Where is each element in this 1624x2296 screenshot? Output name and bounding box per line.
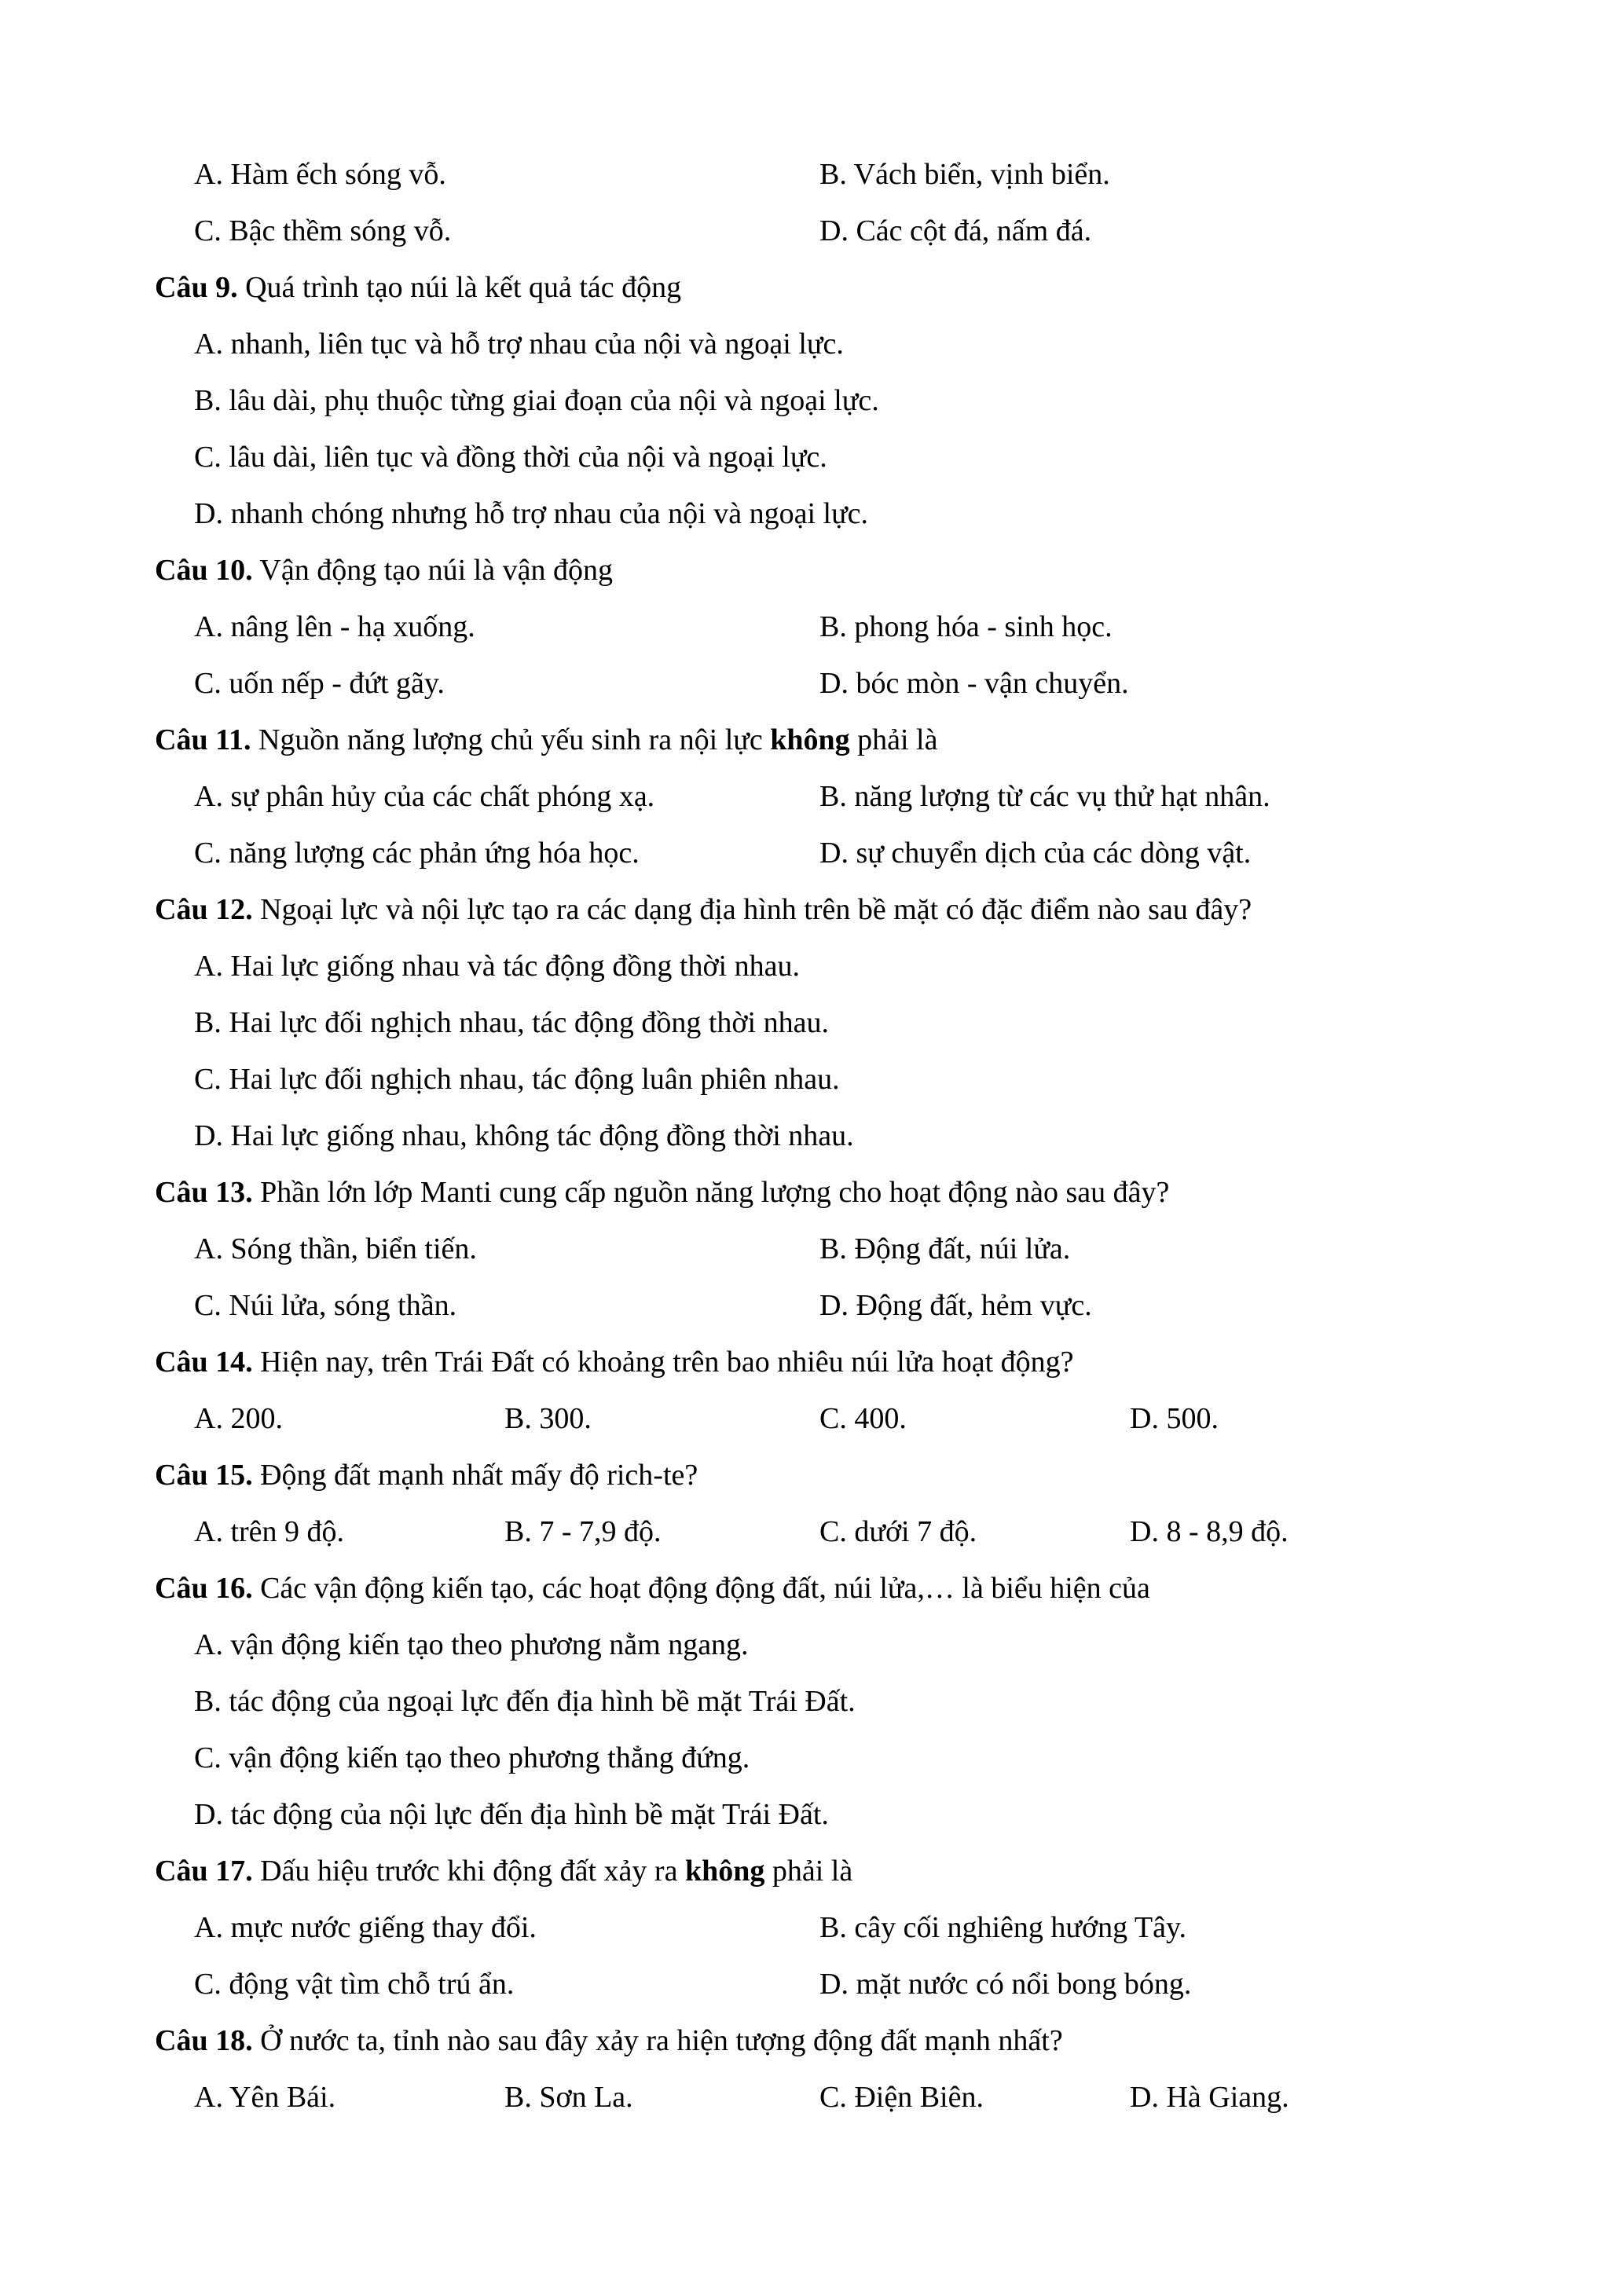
q16-option-c: C. vận động kiến tạo theo phương thẳng đứng. <box>194 1741 750 1774</box>
q13-option-a: A. Sóng thần, biển tiến. <box>194 1232 477 1265</box>
question-13-number: Câu 13. <box>155 1176 253 1209</box>
q10-option-b: B. phong hóa - sinh học. <box>819 610 1113 643</box>
q14-option-b: B. 300. <box>504 1402 592 1435</box>
question-11-text-post: phải là <box>849 723 938 756</box>
question-18 <box>155 2022 1063 2060</box>
q17-option-d: D. mặt nước có nổi bong bóng. <box>819 1968 1192 2001</box>
question-16-text: Các vận động kiến tạo, các hoạt động động đất, núi lửa,… là biểu hiện của <box>252 1572 1150 1605</box>
question-16-number: Câu 16. <box>155 1572 253 1605</box>
q11-option-c: C. năng lượng các phản ứng hóa học. <box>194 837 640 870</box>
question-9 <box>155 269 681 306</box>
q8-option-b: B. Vách biển, vịnh biển. <box>819 158 1110 191</box>
question-11 <box>155 721 937 759</box>
q17-option-a: A. mực nước giếng thay đổi. <box>194 1911 537 1944</box>
q9-option-b: B. lâu dài, phụ thuộc từng giai đoạn của nội và ngoại lực. <box>194 384 879 417</box>
q16-option-a: A. vận động kiến tạo theo phương nằm ngang. <box>194 1628 749 1661</box>
question-17 <box>155 1852 852 1890</box>
question-17-text-post: phải là <box>764 1855 853 1888</box>
question-11-text-bold: không <box>770 723 850 756</box>
question-9-text: Quá trình tạo núi là kết quả tác động <box>237 271 682 304</box>
question-12 <box>155 891 1252 928</box>
q14-option-a: A. 200. <box>194 1402 283 1435</box>
question-14-number: Câu 14. <box>155 1346 253 1379</box>
q15-option-b: B. 7 - 7,9 độ. <box>504 1515 662 1548</box>
q18-option-c: C. Điện Biên. <box>819 2081 984 2114</box>
question-18-text: Ở nước ta, tỉnh nào sau đây xảy ra hiện tượng động đất mạnh nhất? <box>252 2024 1063 2057</box>
q8-option-d: D. Các cột đá, nấm đá. <box>819 214 1092 247</box>
question-17-text-pre: Dấu hiệu trước khi động đất xảy ra <box>252 1855 685 1888</box>
q11-option-a: A. sự phân hủy của các chất phóng xạ. <box>194 780 655 813</box>
q8-option-a: A. Hàm ếch sóng vỗ. <box>194 158 446 191</box>
q14-option-d: D. 500. <box>1130 1402 1219 1435</box>
q11-option-d: D. sự chuyển dịch của các dòng vật. <box>819 837 1252 870</box>
question-11-text-pre: Nguồn năng lượng chủ yếu sinh ra nội lực <box>251 723 771 756</box>
q15-option-d: D. 8 - 8,9 độ. <box>1130 1515 1289 1548</box>
question-10 <box>155 551 613 589</box>
question-10-number: Câu 10. <box>155 554 253 587</box>
question-14-text: Hiện nay, trên Trái Đất có khoảng trên bao nhiêu núi lửa hoạt động? <box>252 1346 1074 1379</box>
q12-option-c: C. Hai lực đối nghịch nhau, tác động luân phiên nhau. <box>194 1063 840 1096</box>
q15-option-a: A. trên 9 độ. <box>194 1515 345 1548</box>
q17-option-c: C. động vật tìm chỗ trú ẩn. <box>194 1968 515 2001</box>
q8-option-c: C. Bậc thềm sóng vỗ. <box>194 214 452 247</box>
q13-option-b: B. Động đất, núi lửa. <box>819 1232 1071 1265</box>
question-16 <box>155 1569 1150 1607</box>
q9-option-a: A. nhanh, liên tục và hỗ trợ nhau của nội và ngoại lực. <box>194 328 844 361</box>
q18-option-b: B. Sơn La. <box>504 2081 633 2114</box>
question-11-number: Câu 11. <box>155 723 251 756</box>
q12-option-a: A. Hai lực giống nhau và tác động đồng thời nhau. <box>194 950 800 983</box>
q11-option-b: B. năng lượng từ các vụ thử hạt nhân. <box>819 780 1270 813</box>
question-12-number: Câu 12. <box>155 893 253 926</box>
question-17-text-bold: không <box>684 1855 765 1888</box>
question-13-text: Phần lớn lớp Manti cung cấp nguồn năng lượng cho hoạt động nào sau đây? <box>252 1176 1170 1209</box>
question-18-number: Câu 18. <box>155 2024 253 2057</box>
q9-option-d: D. nhanh chóng nhưng hỗ trợ nhau của nội và ngoại lực. <box>194 497 869 530</box>
question-12-text: Ngoại lực và nội lực tạo ra các dạng địa hình trên bề mặt có đặc điểm nào sau đây? <box>252 893 1252 926</box>
question-10-text: Vận động tạo núi là vận động <box>252 554 613 587</box>
question-15-text: Động đất mạnh nhất mấy độ rich-te? <box>252 1459 698 1492</box>
q13-option-d: D. Động đất, hẻm vực. <box>819 1289 1092 1322</box>
q15-option-c: C. dưới 7 độ. <box>819 1515 977 1548</box>
question-9-number: Câu 9. <box>155 271 238 304</box>
q9-option-c: C. lâu dài, liên tục và đồng thời của nội và ngoại lực. <box>194 441 827 474</box>
q18-option-d: D. Hà Giang. <box>1130 2081 1289 2114</box>
q12-option-b: B. Hai lực đối nghịch nhau, tác động đồng thời nhau. <box>194 1006 829 1039</box>
question-15 <box>155 1456 698 1494</box>
q16-option-d: D. tác động của nội lực đến địa hình bề mặt Trái Đất. <box>194 1798 829 1831</box>
q12-option-d: D. Hai lực giống nhau, không tác động đồng thời nhau. <box>194 1119 854 1152</box>
q14-option-c: C. 400. <box>819 1402 907 1435</box>
question-14 <box>155 1343 1074 1381</box>
question-17-number: Câu 17. <box>155 1855 253 1888</box>
q10-option-c: C. uốn nếp - đứt gãy. <box>194 667 445 700</box>
q16-option-b: B. tác động của ngoại lực đến địa hình bề mặt Trái Đất. <box>194 1685 856 1718</box>
q17-option-b: B. cây cối nghiêng hướng Tây. <box>819 1911 1187 1944</box>
question-15-number: Câu 15. <box>155 1459 253 1492</box>
q18-option-a: A. Yên Bái. <box>194 2081 336 2114</box>
q10-option-d: D. bóc mòn - vận chuyển. <box>819 667 1129 700</box>
q10-option-a: A. nâng lên - hạ xuống. <box>194 610 475 643</box>
question-13 <box>155 1174 1169 1211</box>
q13-option-c: C. Núi lửa, sóng thần. <box>194 1289 457 1322</box>
